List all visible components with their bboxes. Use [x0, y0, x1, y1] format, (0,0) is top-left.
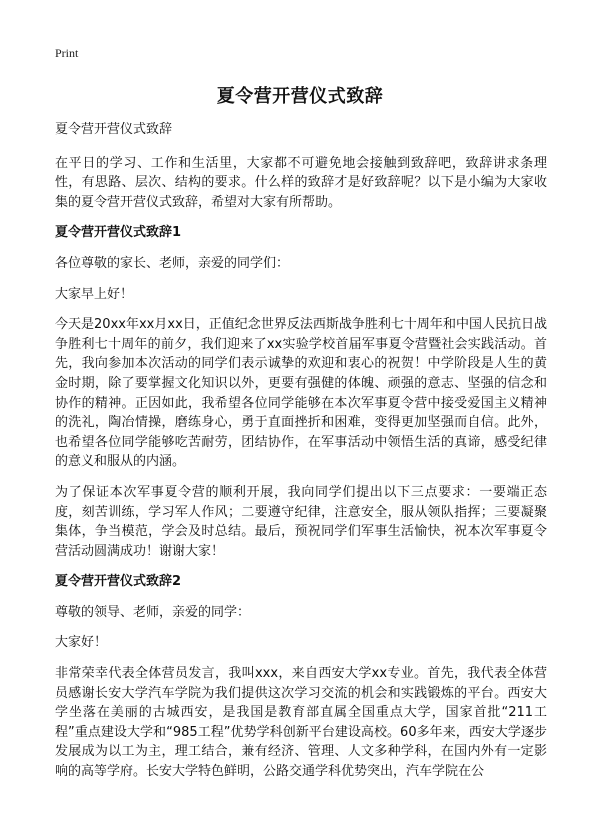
greeting-2: 尊敬的领导、老师，亲爱的同学： — [55, 604, 251, 620]
document-body — [55, 120, 547, 793]
body-paragraph-1a: 今天是20xx年xx月xx日，正值纪念世界反法西斯战争胜利七十周年和中国人民抗日战争胜利七十周年的前夕，我们迎来了xx实验学校首届军事夏令营暨社会实践活动。首先，我向参加本次活动的同学们表示诚挚的欢迎和衷心的祝贺！中学阶段是人生的黄金时期，除了要掌握文化知识以外，更要有强健的体魄、顽强的意志、坚强的信念和协作的精神。正因如此，我希望各位同学能够在本次军事夏令营中接受爱国主义精神的洗礼，陶冶情操，磨练身心，勇于直面挫折和困难，变得更加坚强而自信。此外，也希望各位同学能够吃苦耐劳，团结协作，在军事活动中领悟生活的真谛，感受纪律的意义和服从的内涵。 — [55, 317, 547, 470]
salutation-1: 大家早上好！ — [55, 286, 134, 302]
intro-paragraph: 在平日的学习、工作和生活里，大家都不可避免地会接触到致辞吧，致辞讲求条理性，有思路、层次、结构的要求。什么样的致辞才是好致辞呢？以下是小编为大家收集的夏令营开营仪式致辞，希望对大家有所帮助。 — [55, 155, 547, 210]
page-title: 夏令营开营仪式致辞 — [216, 86, 384, 107]
body-paragraph-1b: 为了保证本次军事夏令营的顺利开展，我向同学们提出以下三点要求：一要端正态度，刻苦训练，学习军人作风；二要遵守纪律，注意安全，服从领队指挥；三要凝聚集体，争当模范，学会及时总结。最后，预祝同学们军事生活愉快，祝本次军事夏令营活动圆满成功！谢谢大家！ — [55, 484, 547, 559]
body-paragraph-2a: 非常荣幸代表全体营员发言，我叫xxx，来自西安大学xx专业。首先，我代表全体营员感谢长安大学汽车学院为我们提供这次学习交流的机会和实践锻炼的平台。西安大学坐落在美丽的古城西安，是我国是教育部直属全国重点大学，国家首批“211工程”重点建设大学和“985工程”优势学科创新平台建设高校。60多年来，西安大学逐步发展成为以工为主，理工结合，兼有经济、管理、人文多种学科，在国内外有一定影响的高等学府。长安大学特色鲜明，公路交通学科优势突出，汽车学院在公 — [55, 666, 547, 780]
section-heading-2: 夏令营开营仪式致辞2 — [55, 574, 182, 590]
subtitle: 夏令营开营仪式致辞 — [55, 122, 173, 137]
section-heading-1: 夏令营开营仪式致辞1 — [55, 225, 182, 241]
greeting-1: 各位尊敬的家长、老师，亲爱的同学们： — [55, 255, 290, 271]
print-link[interactable]: Print — [55, 46, 79, 60]
salutation-2: 大家好！ — [55, 635, 108, 651]
